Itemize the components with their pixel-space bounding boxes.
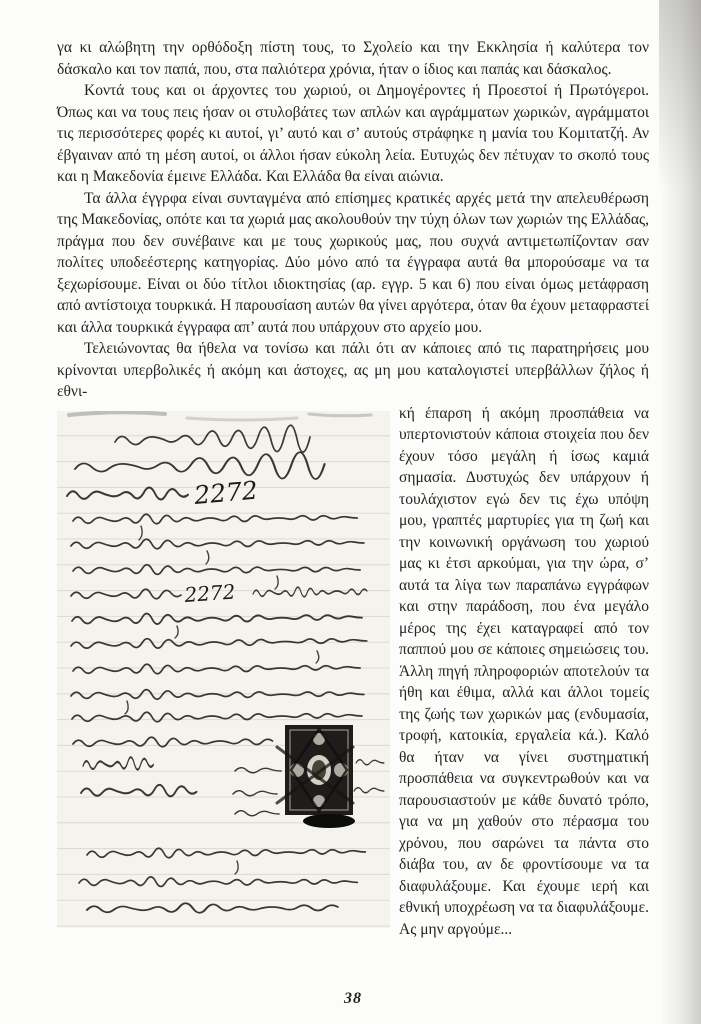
page-number: 38 xyxy=(344,990,362,1007)
page-content xyxy=(57,37,649,1010)
paragraph-closing-intro: Τελειώνοντας θα ήθελα να τονίσω και πάλι ότι αν κάποιες από τις παρατηρήσεις μου κρίνονται υπερβολικές ή ακόμη και άστοχες, ας μη μου καταλογιστεί υπερβάλλων ζήλος ή εθνι- xyxy=(57,340,649,400)
paragraph-village-elders: Κοντά τους και οι άρχοντες του χωριού, οι Δημογέροντες ή Προεστοί ή Πρωτόγεροι. Όπως και να τους πεις ήσαν οι στυλοβάτες των απλών και αγράμματων χωρικών, αγράμματοι τις περισσότερες φορές κι αυτοί, γι’ αυτό και σ’ αυτούς στράφηκε η μανία του Κομιτατζή. Αν έβγαιναν από τη μέση αυτοί, οι άλλοι ήσαν εύκολη λεία. Ευτυχώς δεν πέτυχαν το σκοπό τους και η Μακεδονία έμεινε Ελλάδα. Και Ελλάδα θα είναι αιώνια. xyxy=(57,82,649,185)
paragraph-official-documents: Τα άλλα έγγρφα είναι συνταγμένα από επίσημες κρατικές αρχές μετά την απελευθέρωση της Μακεδονίας, οπότε και τα χωριά μας ακολουθούν την τύχη όλων των χωριών της Ελλάδας, πράγμα που δεν συνέβαινε και με τους χωρικούς μας, που συχνά αντιμετωπίζονταν σαν πολίτες υποδεέστερης κατηγορίας. Δύο μόνο από τα έγγραφα αυτά θα μπορούσαμε να τα ξεχωρίσουμε. Είναι οι δύο τίτλοι ιδιοκτησίας (αρ. εγγρ. 5 και 6) που είναι όμως μετάφραση από αντίστοιχα τουρκικά. Η παρουσίαση αυτών θα γίνει αργότερα, όταν θα έχουν μεταφραστεί και άλλα τουρκικά έγγραφα απ’ αυτά που υπάρχουν στο αρχείο μου. xyxy=(57,189,649,336)
ink-blot xyxy=(303,814,355,828)
paragraph-closing-wrapped: κή έπαρση ή ακόμη προσπάθεια να υπερτονιστούν κάποια στοιχεία που δεν έχουν τόσο μεγάλη ή ίσως καμιά σημασία. Δυστυχώς δεν υπάρχουν ή τουλάχιστον εγώ δεν τις έχω υπόψη μου, γραπτές μαρτυρίες για τη ζωή και την κοινωνική οργάνωση του χωριού μας κι έτσι αρκούμαι, για την ώρα, σ’ αυτά τα λίγα των παραπάνω εγγράφων και στην παράδοση, που ένα μεγάλο μέρος της έχει καταγραφεί από τον παππού μου σε κάποιες σημειώσεις του. Άλλη πηγή πληροφοριών αποτελούν τα ήθη και έθιμα, αλλά και άλλοι τομείς της ζωής των χωρικών μας (ενδυμασία, τροφή, κατοικία, εργαλεία κά.). Καλό θα ήταν να γίνει συστηματική προσπάθεια να συγκεντρωθούν και να παρουσιαστούν με κάθε δυνατό τρόπο, για να μη χαθούν στο πέρασμα του χρόνου, που σαρώνει τα πάντα στο διάβα του, αν δε φροντίσουμε να τα διαφυλάξουμε. Και έχουμε ιερή και εθνική υποχρέωση να τα διαφυλάξουμε. Ας μην αργούμε... xyxy=(399,404,649,938)
revenue-stamp xyxy=(277,725,353,815)
manuscript-amount-number-heading: 2272 xyxy=(192,475,259,510)
paragraph-continuation: γα κι αλώβητη την ορθόδοξη πίστη τους, το Σχολείο και την Εκκλησία ή καλύτερα τον δάσκαλο και τον παπά, που, στα παλιότερα χρόνια, ήταν ο ίδιος και παπάς και δάσκαλος. xyxy=(57,39,649,78)
handwritten-document-figure xyxy=(57,411,390,928)
manuscript-amount-number-body: 2272 xyxy=(183,578,237,607)
manuscript-scan-image xyxy=(57,411,390,928)
scan-edge-shadow xyxy=(659,0,701,1024)
